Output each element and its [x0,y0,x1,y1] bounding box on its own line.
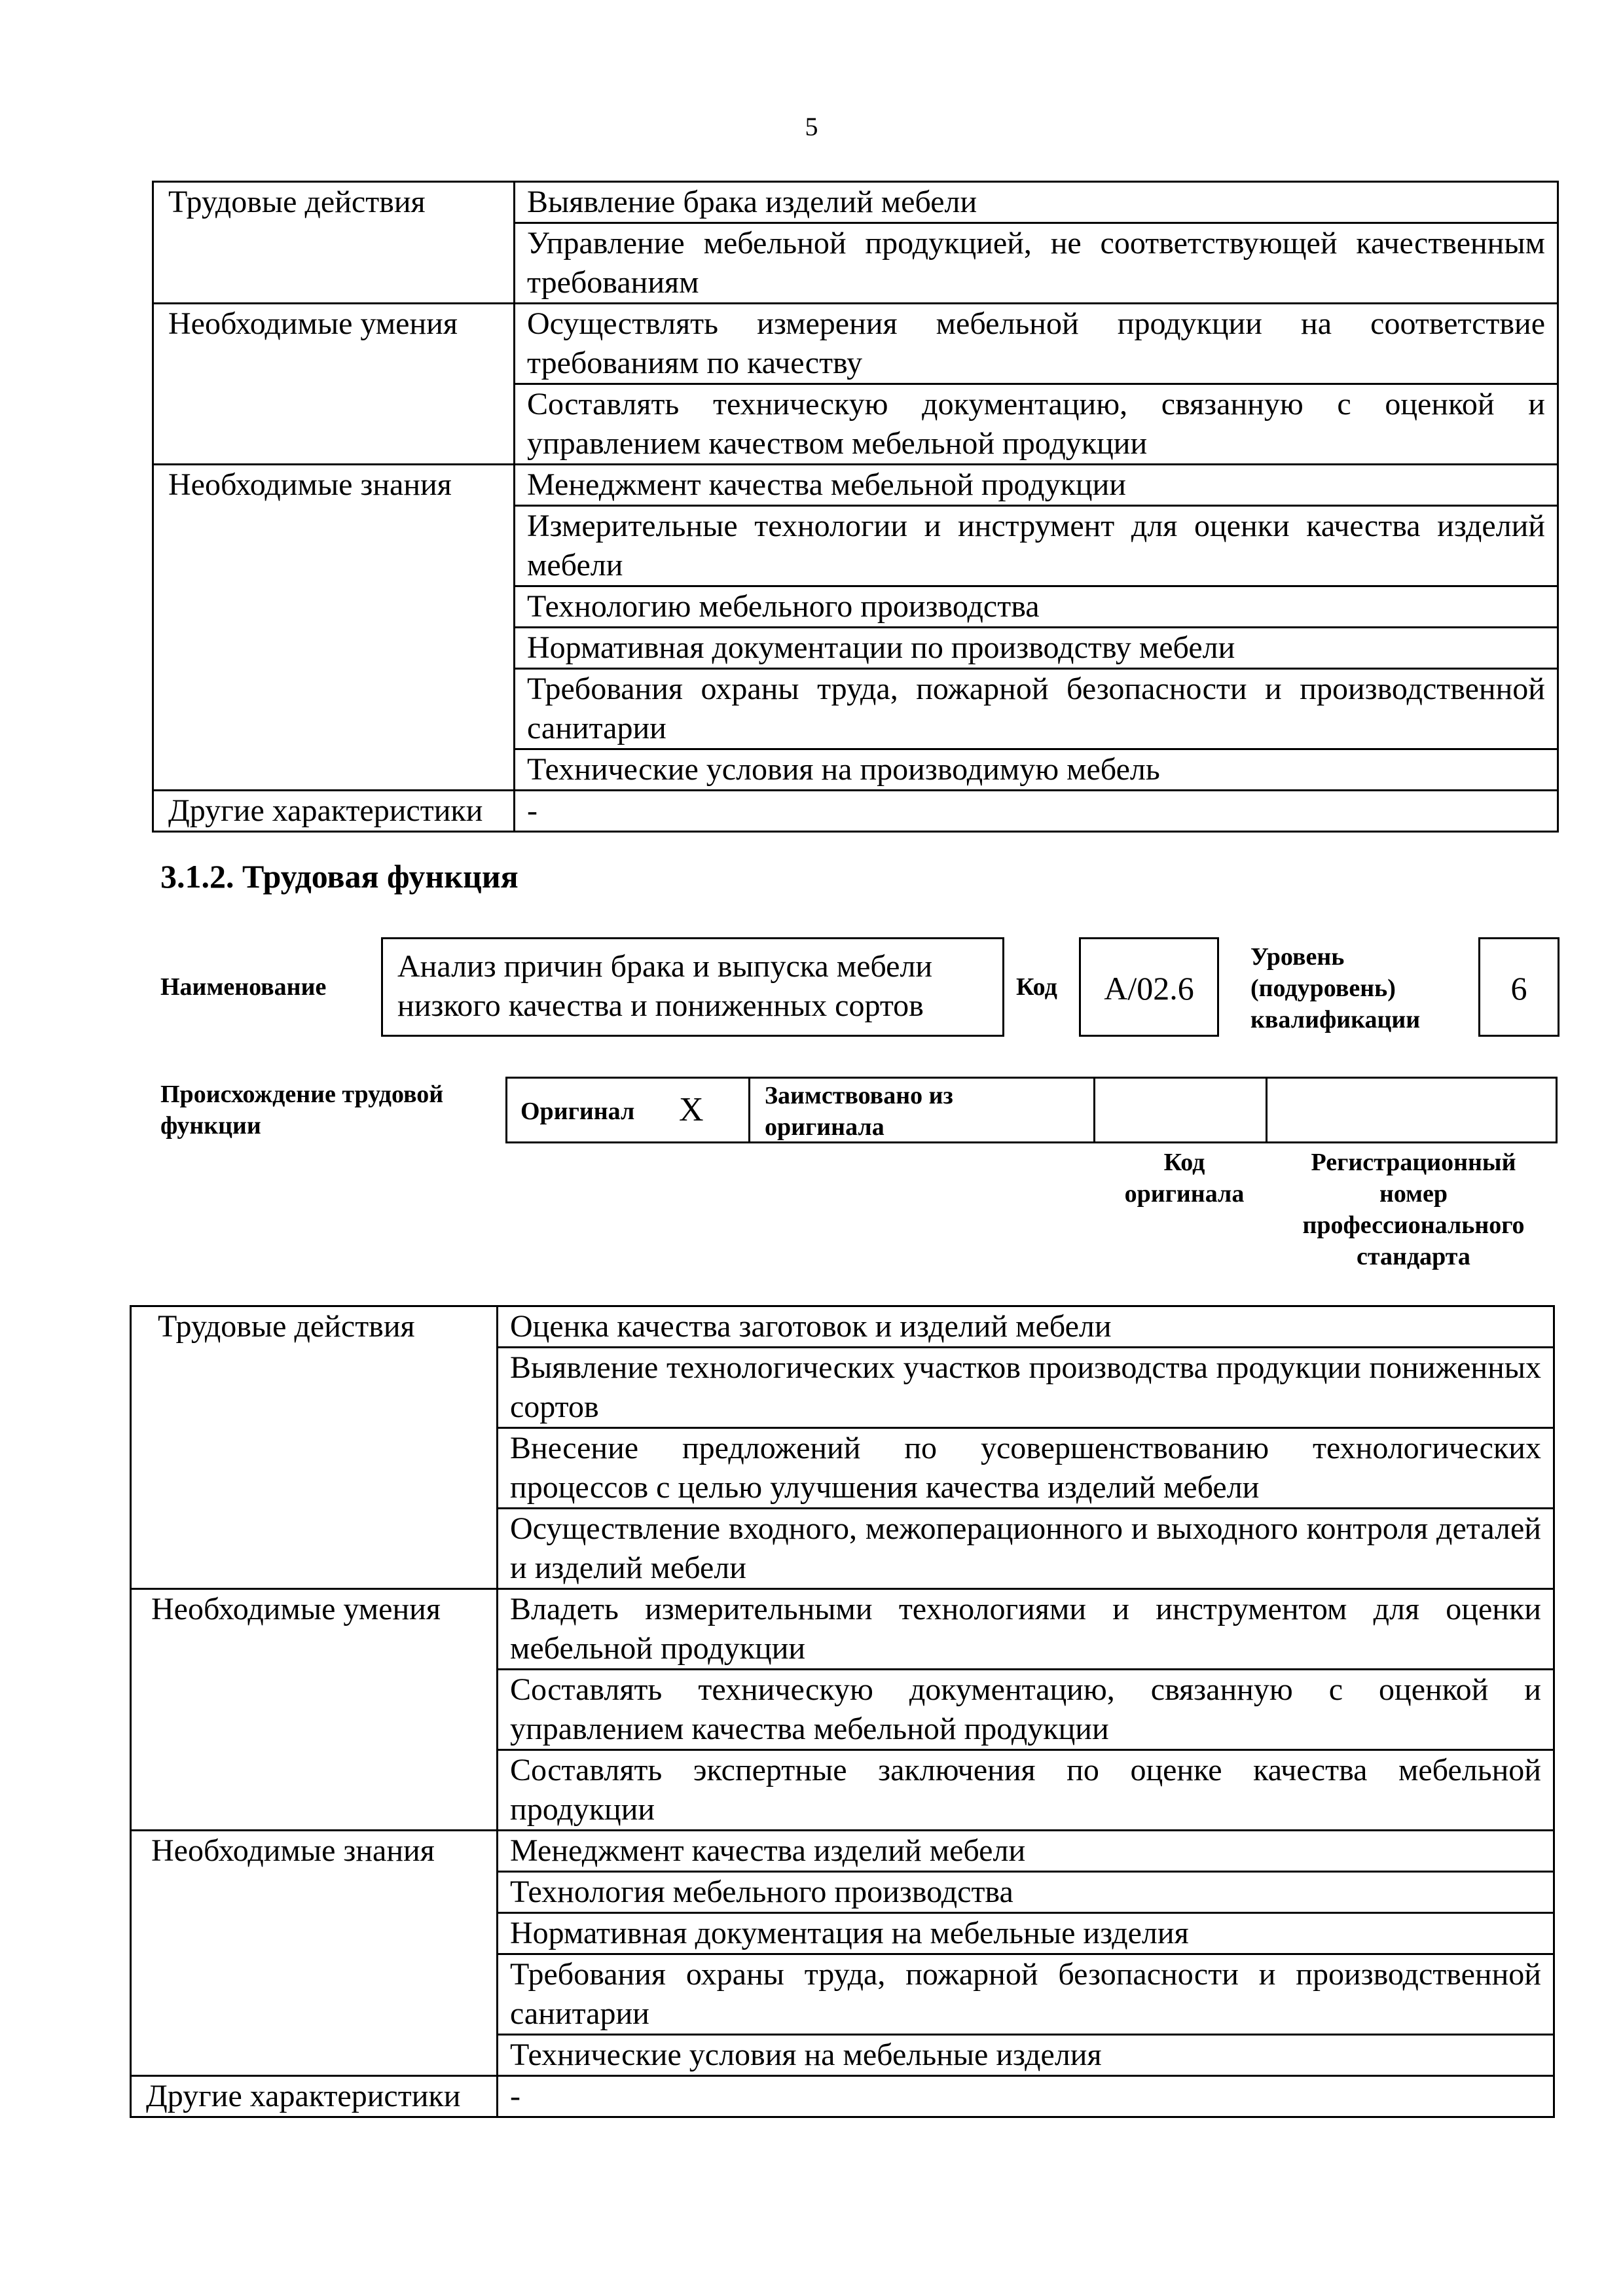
row-item: Осуществление входного, межоперационного и выходного контроля деталей и изделий мебели [498,1509,1554,1589]
table-row [131,1306,1554,1348]
level-label-line: (подуровень) [1250,975,1396,1002]
name-label: Наименование [160,973,327,1001]
row-item: Технические условия на производимую мебель [515,749,1558,791]
original-mark: X [679,1091,704,1128]
borrowed-cell [748,1077,1095,1143]
level-label-line: Уровень [1250,943,1345,971]
borrowed-label-line: Заимствовано из [765,1082,953,1109]
row-item: Управление мебельной продукцией, не соответствующей качественным требованиям [515,223,1558,304]
row-label: Другие характеристики [131,2076,498,2117]
caption-line: Регистрационный [1311,1149,1516,1176]
row-item: Технические условия на мебельные изделия [498,2035,1554,2076]
reg-number-cell [1266,1077,1558,1143]
row-label: Трудовые действия [153,182,515,304]
caption-line: оригинала [1124,1180,1245,1208]
row-label: Необходимые знания [153,465,515,791]
row-item: - [515,791,1558,832]
row-item: Составлять техническую документацию, связанную с оценкой и управлением качеством мебельной продукции [515,384,1558,465]
requirements-table-1 [152,181,1559,833]
caption-line: профессионального [1302,1211,1525,1239]
row-label: Другие характеристики [153,791,515,832]
origin-label [160,1079,443,1141]
row-item: Выявление технологических участков производства продукции пониженных сортов [498,1348,1554,1428]
table-row [153,465,1558,506]
table-row [153,304,1558,384]
row-item: Оценка качества заготовок и изделий мебели [498,1306,1554,1348]
caption-line: Код [1163,1149,1205,1176]
table-row [131,2076,1554,2117]
table-row [131,1831,1554,1872]
original-label: Оригинал [520,1098,635,1125]
function-name-box [381,937,1004,1037]
borrowed-label [765,1080,953,1143]
row-item: Измерительные технологии и инструмент для оценки качества изделий мебели [515,506,1558,586]
row-item: Владеть измерительными технологиями и инструментом для оценки мебельной продукции [498,1589,1554,1670]
row-item: Нормативная документации по производству мебели [515,628,1558,669]
code-original-caption [1097,1147,1271,1210]
requirements-table-2 [130,1305,1555,2118]
code-original-cell [1093,1077,1267,1143]
origin-label-line: Происхождение трудовой [160,1081,444,1108]
reg-number-caption [1267,1147,1559,1272]
row-item: Выявление брака изделий мебели [515,182,1558,223]
row-label: Необходимые умения [153,304,515,465]
table-row [153,791,1558,832]
table-row [153,182,1558,223]
row-item: Внесение предложений по усовершенствованию технологических процессов с целью улучшения качества изделий мебели [498,1428,1554,1509]
row-label: Необходимые знания [131,1831,498,2076]
row-item: Требования охраны труда, пожарной безопасности и производственной санитарии [498,1954,1554,2035]
caption-line: номер [1379,1180,1448,1208]
level-label [1250,941,1420,1035]
origin-label-line: функции [160,1112,261,1139]
row-item: Технология мебельного производства [498,1872,1554,1913]
level-value-box: 6 [1478,937,1559,1037]
table-row [131,1589,1554,1670]
row-label: Необходимые умения [131,1589,498,1831]
section-title: 3.1.2. Трудовая функция [160,858,519,895]
origin-table [505,1077,1559,1143]
row-item: Менеджмент качества изделий мебели [498,1831,1554,1872]
row-label: Трудовые действия [131,1306,498,1589]
code-label: Код [1016,973,1057,1001]
page-number: 5 [805,112,818,141]
function-name-line: низкого качества и пониженных сортов [397,988,924,1023]
row-item: Осуществлять измерения мебельной продукции на соответствие требованиям по качеству [515,304,1558,384]
row-item: Менеджмент качества мебельной продукции [515,465,1558,506]
row-item: Составлять техническую документацию, связанную с оценкой и управлением качества мебельной продукции [498,1670,1554,1750]
caption-line: стандарта [1357,1243,1470,1270]
row-item: Требования охраны труда, пожарной безопасности и производственной санитарии [515,669,1558,749]
level-label-line: квалификации [1250,1006,1421,1033]
borrowed-label-line: оригинала [765,1113,884,1141]
row-item: - [498,2076,1554,2117]
function-name-line: Анализ причин брака и выпуска мебели [397,949,933,984]
row-item: Технологию мебельного производства [515,586,1558,628]
row-item: Нормативная документация на мебельные изделия [498,1913,1554,1954]
row-item: Составлять экспертные заключения по оценке качества мебельной продукции [498,1750,1554,1831]
code-value-box: А/02.6 [1079,937,1219,1037]
original-cell [505,1077,750,1143]
